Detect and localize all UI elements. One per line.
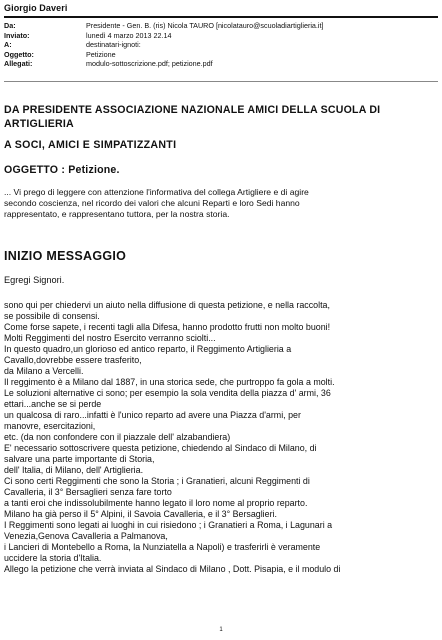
body-line: sono qui per chiedervi un aiuto nella diffusione di questa petizione, e nella raccolta,: [4, 300, 330, 310]
body-line: ettari...anche se si perde: [4, 399, 102, 409]
email-header: [4, 21, 434, 69]
body-line: etc. (da non confondere con il piazzale dell' alzabandiera): [4, 432, 231, 442]
body-line: I Reggimenti sono legati ai luoghi in cui risiedono ; i Granatieri a Roma, i Lagunari a: [4, 520, 333, 530]
intro-line: ... Vi prego di leggere con attenzione l'informativa del collega Artigliere e di agire: [4, 187, 309, 197]
header-value-to: destinatari-ignoti:: [86, 40, 141, 49]
header-row-attachments: [4, 59, 434, 69]
header-row-sent: [4, 31, 434, 41]
body-line: Cavallo,dovrebbe essere trasferito,: [4, 355, 142, 365]
body-line: uccidere la storia d'Italia.: [4, 553, 102, 563]
header-separator: [4, 81, 438, 82]
section-title: INIZIO MESSAGGIO: [4, 249, 127, 263]
header-label: A:: [4, 40, 12, 49]
body-line: manovre, esercitazioni,: [4, 421, 96, 431]
header-label: Inviato:: [4, 30, 30, 40]
message-body: [4, 300, 438, 575]
body-line: a tanti eroi che indissolubilmente hanno legato il loro nome al proprio reparto.: [4, 498, 308, 508]
intro-line: secondo coscienza, nel ricordo dei valori che alcuni Reparti e loro Sedi hanno: [4, 198, 300, 208]
body-line: Milano ha già perso il 5° Alpini, il Savoia Cavalleria, e il 3° Bersaglieri.: [4, 509, 277, 519]
title-line: DA PRESIDENTE ASSOCIAZIONE NAZIONALE AMICI DELLA SCUOLA DI: [4, 104, 381, 116]
body-line: dell' Italia, di Milano, dell' Artiglieria.: [4, 465, 144, 475]
header-row-from: [4, 21, 434, 31]
subject-line: [4, 164, 120, 176]
header-divider: [4, 16, 438, 18]
body-line: da Milano a Vercelli.: [4, 366, 84, 376]
title-line: ARTIGLIERIA: [4, 118, 74, 130]
header-label: Allegati:: [4, 59, 33, 68]
subject-label: OGGETTO :: [4, 164, 66, 176]
recipients-line: A SOCI, AMICI E SIMPATIZZANTI: [4, 139, 177, 151]
body-line: Il reggimento è a Milano dal 1887, in una storica sede, che purtroppo fa gola a molti.: [4, 377, 335, 387]
body-line: un qualcosa di raro...infatti è l'unico reparto ad avere una Piazza d'armi, per: [4, 410, 301, 420]
subject-value: Petizione.: [68, 164, 120, 176]
body-line: Molti Reggimenti del nostro Esercito verranno sciolti...: [4, 333, 216, 343]
header-value-from: Presidente - Gen. B. (ris) Nicola TAURO [nicolatauro@scuoladiartiglieria.it]: [86, 21, 324, 30]
body-line: Le soluzioni alternative ci sono; per esempio la sola vendita della piazza d' armi, 36: [4, 388, 331, 398]
body-line: i Lancieri di Montebello a Roma, la Nunziatella a Napoli) e trasferirli è veramente: [4, 542, 321, 552]
body-line: Come forse sapete, i recenti tagli alla Difesa, hanno prodotto frutti non molto buoni!: [4, 322, 331, 332]
header-row-subject: [4, 50, 434, 60]
body-line: salvare una parte importante di Storia,: [4, 454, 155, 464]
body-line: Venezia,Genova Cavalleria a Palmanova,: [4, 531, 168, 541]
header-value-attachments: modulo-sottoscrizione.pdf; petizione.pdf: [86, 59, 213, 68]
header-row-to: [4, 40, 434, 50]
header-value-sent: lunedì 4 marzo 2013 22.14: [86, 30, 172, 40]
header-label: Oggetto:: [4, 49, 34, 59]
body-line: E' necessario sottoscrivere questa petizione, chiedendo al Sindaco di Milano, di: [4, 443, 317, 453]
page-number: 1: [219, 627, 223, 633]
body-line: Allego la petizione che verrà inviata al Sindaco di Milano , Dott. Pisapia, e il modulo di: [4, 564, 341, 574]
body-line: Cavalleria, il 3° Bersaglieri senza fare torto: [4, 487, 172, 497]
body-line: In questo quadro,un glorioso ed antico reparto, il Reggimento Artiglieria a: [4, 344, 292, 354]
body-line: se possibile di consensi.: [4, 311, 100, 321]
greeting: Egregi Signori.: [4, 275, 65, 285]
header-value-subject: Petizione: [86, 49, 116, 59]
sender-name: Giorgio Daveri: [4, 3, 68, 13]
message-title: [4, 103, 434, 131]
intro-line: rappresentato, e rappresentano tuttora, per la nostra storia.: [4, 209, 230, 219]
header-label: Da:: [4, 21, 16, 30]
intro-paragraph: [4, 187, 436, 220]
body-line: Ci sono certi Reggimenti che sono la Storia ; i Granatieri, alcuni Reggimenti di: [4, 476, 310, 486]
